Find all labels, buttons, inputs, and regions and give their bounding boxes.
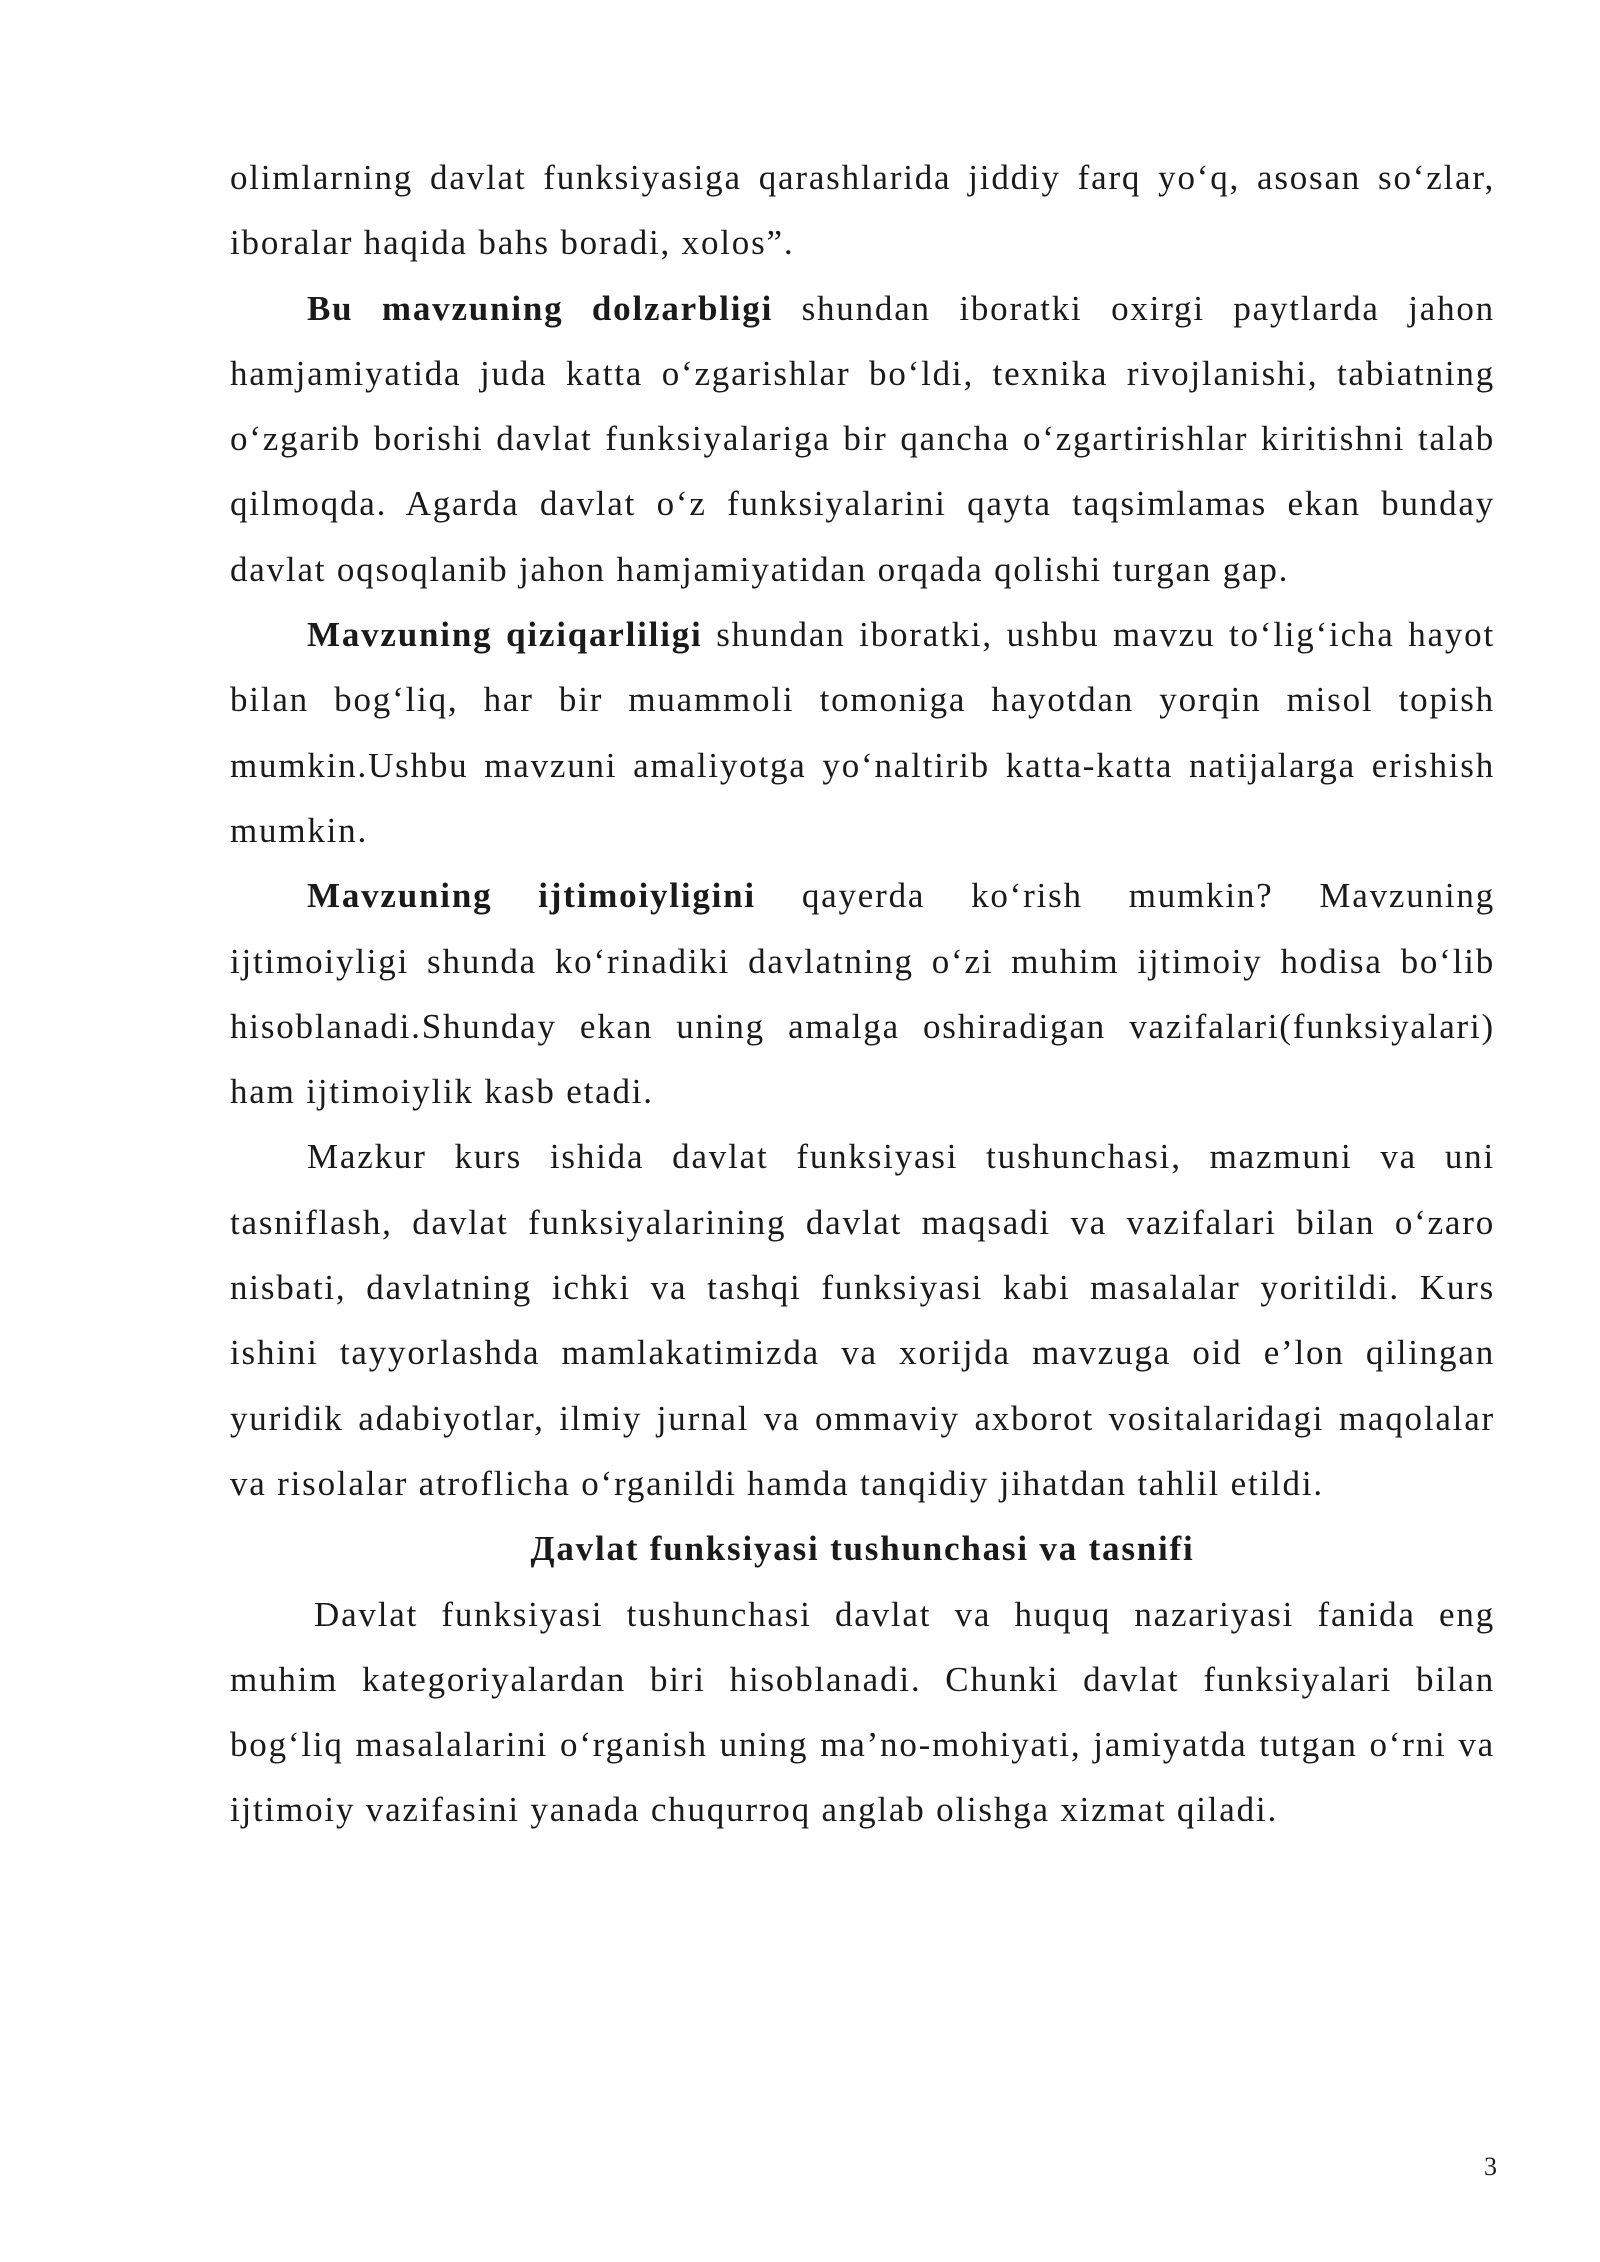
paragraph-lead: Mavzuning qiziqarliligi <box>307 615 703 655</box>
paragraph-scope <box>230 1124 1495 1516</box>
paragraph-text: Mazkur kurs ishida davlat funksiyasi tushunchasi, mazmuni va uni tasniflash, davlat funksiyalarining davlat maqsadi va vazifalari bilan o‘zaro nisbati, davlatning ichki va tashqi funksiyasi kabi masalalar yoritildi. Kurs ishini tayyorlashda mamlakatimizda va xorijda mavzuga oid e’lon qilingan yuridik adabiyotlar, ilmiy jurnal va ommaviy axborot vositalaridagi maqolalar va risolalar atroflicha o‘rganildi hamda tanqidiy jihatdan tahlil etildi. <box>230 1137 1495 1503</box>
page-number: 3 <box>1484 2152 1497 2181</box>
paragraph-text: Davlat funksiyasi tushunchasi davlat va huquq nazariyasi fanida eng muhim kategoriyalardan biri hisoblanadi. Chunki davlat funksiyalari bilan bog‘liq masalalarini o‘rganish uning ma’no-mohiyati, jamiyatda tutgan o‘rni va ijtimoiy vazifasini yanada chuqurroq anglab olishga xizmat qiladi. <box>230 1594 1495 1830</box>
paragraph-social <box>230 863 1495 1124</box>
paragraph-text: qayerda ko‘rish mumkin? Mavzuning ijtimoiyligi shunda ko‘rinadiki davlatning o‘zi muhim ijtimoiy hodisa bo‘lib hisoblanadi.Shunday ekan uning amalga oshiradigan vazifalari(funksiyalari) ham ijtimoiylik kasb etadi. <box>230 876 1495 1112</box>
paragraph-text: olimlarning davlat funksiyasiga qarashlarida jiddiy farq yo‘q, asosan so‘zlar, iboralar haqida bahs boradi, xolos”. <box>230 158 1495 263</box>
paragraph-text: shundan iboratki, ushbu mavzu to‘lig‘icha hayot bilan bog‘liq, har bir muammoli tomoniga hayotdan yorqin misol topish mumkin.Ushbu mavzuni amaliyotga yo‘naltirib katta-katta natijalarga erishish mumkin. <box>230 615 1495 850</box>
paragraph-continuation <box>230 145 1495 276</box>
paragraph-text: shundan iboratki oxirgi paytlarda jahon hamjamiyatida juda katta o‘zgarishlar bo‘ldi, texnika rivojlanishi, tabiatning o‘zgarib borishi davlat funksiyalariga bir qancha o‘zgartirishlar kiritishni talab qilmoqda. Agarda davlat o‘z funksiyalarini qayta taqsimlamas ekan bunday davlat oqsoqlanib jahon hamjamiyatidan orqada qolishi turgan gap. <box>230 288 1495 589</box>
paragraph-lead: Mavzuning ijtimoiyligini <box>307 876 756 916</box>
document-page <box>230 145 1495 1843</box>
paragraph-interest <box>230 602 1495 863</box>
paragraph-lead: Bu mavzuning dolzarbligi <box>307 288 774 328</box>
paragraph-relevance <box>230 276 1495 602</box>
section-heading: Дavlat funksiyasi tushunchasi va tasnifi <box>530 1529 1195 1569</box>
section-paragraph <box>230 1582 1495 1843</box>
